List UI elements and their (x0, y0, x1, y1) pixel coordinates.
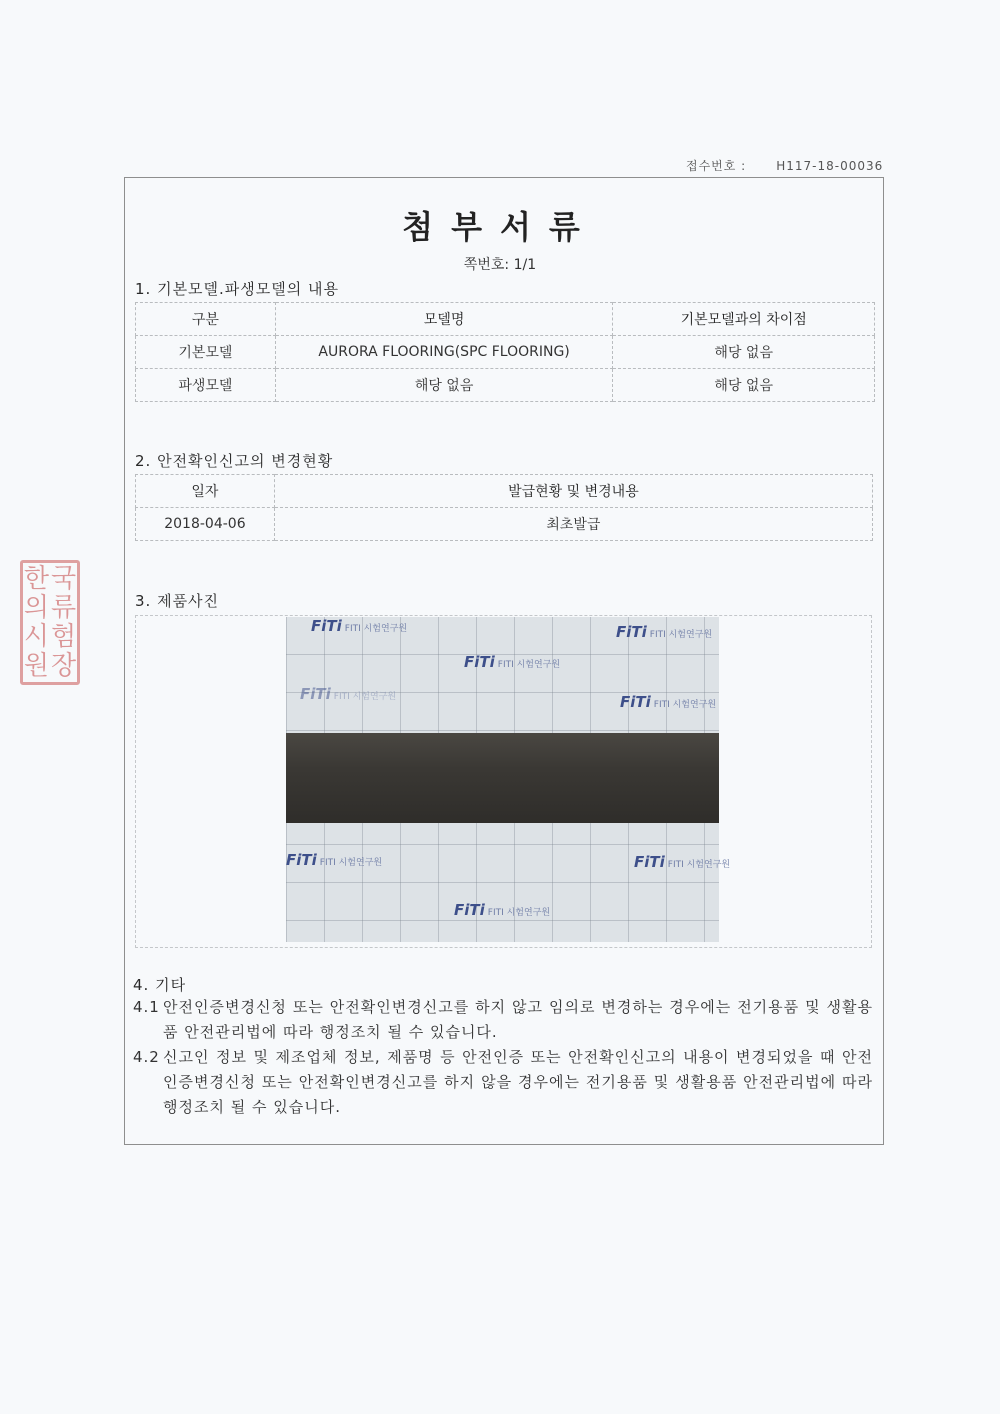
table-cell: 파생모델 (136, 369, 276, 402)
note-item (133, 995, 873, 1045)
watermark: FiTi FITI 시험연구원 (311, 617, 408, 635)
watermark: FiTi FITI 시험연구원 (620, 693, 717, 711)
seal-character: 장 (51, 650, 77, 681)
note-text: 신고인 정보 및 제조업체 정보, 제품명 등 안전인증 또는 안전확인신고의 내용이 변경되었을 때 안전인증변경신청 또는 안전확인변경신고를 하지 않을 경우에는 전기용품 및 생활용품 안전관리법에 따라 행정조치 될 수 있습니다. (163, 1048, 873, 1116)
receipt-number (686, 157, 883, 174)
table-header-row (136, 475, 873, 508)
receipt-label: 접수번호 : (686, 159, 747, 173)
header-date: 일자 (136, 475, 275, 508)
watermark: FiTi FITI 시험연구원 (454, 901, 551, 919)
header-category: 구분 (136, 303, 276, 336)
table-cell: 최초발급 (274, 508, 872, 541)
table-cell: 해당 없음 (613, 369, 875, 402)
table-cell: 해당 없음 (613, 336, 875, 369)
table-cell: 해당 없음 (275, 369, 613, 402)
product-photo (286, 617, 731, 942)
page-number: 쪽번호: 1/1 (463, 257, 537, 273)
section1-heading: 1. 기본모델.파생모델의 내용 (135, 280, 340, 298)
table-cell: 2018-04-06 (136, 508, 275, 541)
table-row (136, 336, 875, 369)
watermark: FiTi FITI 시험연구원 (464, 653, 561, 671)
seal-characters (24, 565, 76, 681)
model-table (135, 302, 875, 402)
header-model-name: 모델명 (275, 303, 613, 336)
section4-heading: 4. 기타 (133, 976, 187, 994)
seal-character: 원 (23, 650, 49, 681)
seal-character: 시 (23, 621, 49, 652)
section2-heading: 2. 안전확인신고의 변경현황 (135, 452, 334, 470)
table-cell: AURORA FLOORING(SPC FLOORING) (275, 336, 613, 369)
header-difference: 기본모델과의 차이점 (613, 303, 875, 336)
change-history-table (135, 474, 873, 541)
seal-character: 험 (51, 621, 77, 652)
note-number: 4.1 (133, 998, 160, 1016)
document-title: 첨부서류 (402, 208, 598, 246)
header-issue-status: 발급현황 및 변경내용 (274, 475, 872, 508)
section3-heading: 3. 제품사진 (135, 592, 220, 610)
note-text: 안전인증변경신청 또는 안전확인변경신고를 하지 않고 임의로 변경하는 경우에는 전기용품 및 생활용품 안전관리법에 따라 행정조치 될 수 있습니다. (163, 998, 873, 1041)
watermark: FiTi FITI 시험연구원 (286, 851, 383, 869)
note-number: 4.2 (133, 1048, 160, 1066)
receipt-value: H117-18-00036 (776, 159, 884, 173)
official-seal-stamp (20, 560, 80, 685)
flooring-sample (286, 733, 719, 823)
table-row (136, 508, 873, 541)
seal-character: 한 (23, 563, 49, 594)
watermark: FiTi FITI 시험연구원 (634, 853, 731, 871)
seal-character: 국 (51, 563, 77, 594)
seal-character: 류 (51, 592, 77, 623)
note-item (133, 1045, 873, 1120)
watermark: FiTi FITI 시험연구원 (300, 685, 397, 703)
notes-list (133, 995, 873, 1120)
table-header-row (136, 303, 875, 336)
watermark: FiTi FITI 시험연구원 (616, 623, 713, 641)
table-cell: 기본모델 (136, 336, 276, 369)
seal-character: 의 (23, 592, 49, 623)
table-row (136, 369, 875, 402)
